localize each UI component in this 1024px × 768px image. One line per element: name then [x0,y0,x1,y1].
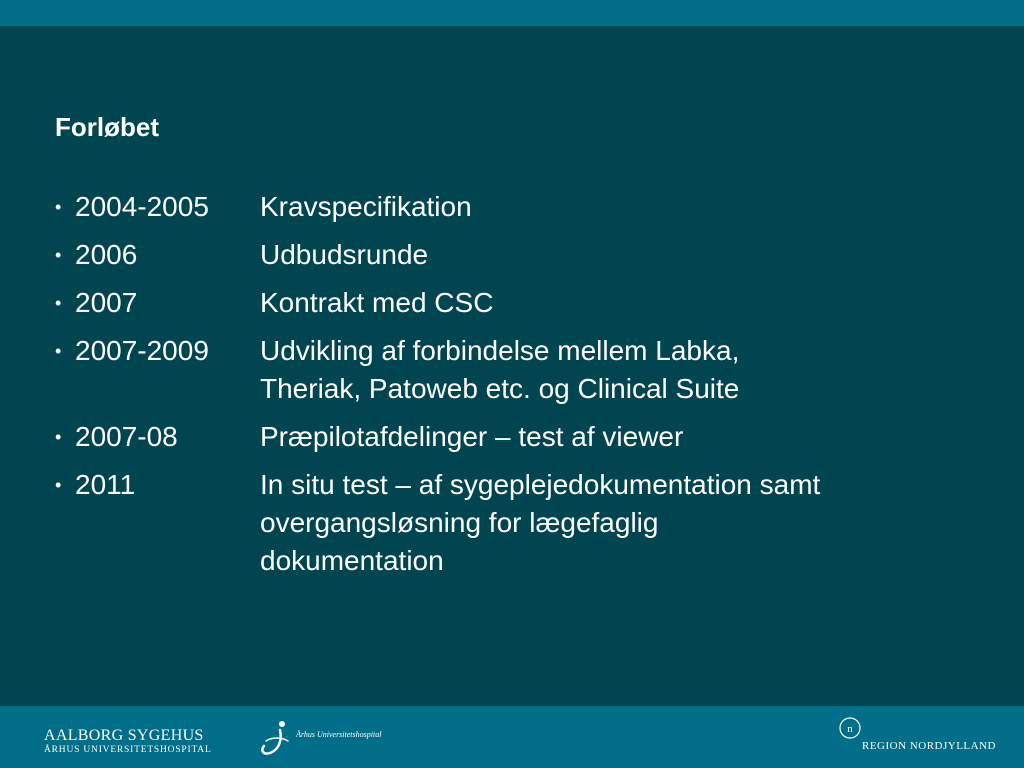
aalborg-logo-line1: AALBORG SYGEHUS [44,727,204,744]
slide-title: Forløbet [55,112,159,142]
aarhus-logo-icon [258,719,294,759]
aalborg-sygehus-logo [44,728,212,756]
timeline-list [55,188,995,590]
list-item [55,284,995,322]
list-item [55,236,995,274]
item-description [260,188,995,226]
region-logo-text: REGION NORDJYLLAND [862,740,996,752]
item-year: 2007-2009 [75,335,209,366]
item-description [260,332,995,408]
bullet: • [55,341,62,361]
region-logo-icon [838,716,862,740]
item-description [260,466,995,580]
item-description [260,236,995,274]
item-description [260,284,995,322]
description-line: In situ test – af sygeplejedokumentation samt [260,469,821,500]
description-line: Udvikling af forbindelse mellem Labka, [260,335,740,366]
description-line: Theriak, Patoweb etc. og Clinical Suite [260,373,740,404]
item-description [260,418,995,456]
bullet: • [55,475,62,495]
description-line: dokumentation [260,545,444,576]
top-bar [0,0,1024,26]
item-year: 2004-2005 [75,191,209,222]
region-logo-badge: n [847,723,853,735]
description-line: Udbudsrunde [260,239,429,270]
description-line: overgangsløsning for lægefaglig [260,507,659,538]
list-item [55,466,995,580]
description-line: Præpilotafdelinger – test af viewer [260,421,684,452]
item-year: 2007-08 [75,421,178,452]
list-item [55,418,995,456]
item-year: 2006 [75,239,138,270]
item-year: 2011 [75,469,136,500]
aalborg-logo-line2: ÅRHUS UNIVERSITETSHOSPITAL [44,745,212,755]
bullet: • [55,197,62,217]
bullet: • [55,245,62,265]
bullet: • [55,293,62,313]
footer-bar [0,706,1024,768]
description-line: Kontrakt med CSC [260,287,494,318]
aarhus-logo-text: Århus Universitetshospital [296,730,382,739]
list-item [55,188,995,226]
bullet: • [55,427,62,447]
list-item [55,332,995,408]
item-year: 2007 [75,287,138,318]
description-line: Kravspecifikation [260,191,472,222]
